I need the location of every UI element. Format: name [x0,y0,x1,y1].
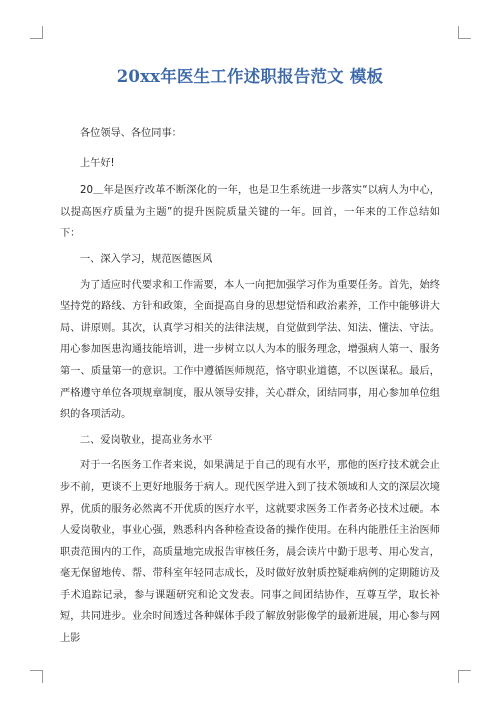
crop-mark-bottom-left [30,670,43,683]
greeting: 上午好! [80,157,115,169]
document-title [60,63,440,87]
crop-mark-top-left [30,26,43,39]
title-year: 20xx [116,67,161,86]
intro-paragraph: 20＿年是医疗改革不断深化的一年，也是卫生系统进一步落实“以病人为中心，以提高医疗质量为主题”的提升医院质量关键的一年。回首，一年来的工作总结如下： [60,185,440,240]
crop-mark-top-right [458,26,471,39]
section-1-paragraph: 为了适应时代要求和工作需要，本人一向把加强学习作为重要任务。首先，始终坚持党的路线、方针和政策，全面提高自身的思想觉悟和政治素养，工作中能够讲大局、讲原则。其次，认真学习相关的法律法规，自觉做到学法、知法、懂法、守法。用心参加医患沟通技能培训，进一步树立以人为本的服务理念，增强病人第一、服务第一、质量第一的意识。工作中遵循医师规范，恪守职业道德，不以医谋私。最后，严格遵守单位各项规章制度，服从领导安排，关心群众，团结同事，用心参加单位组织的各项活动。 [60,279,440,421]
title-text: 年医生工作述职报告范文 模板 [160,67,384,86]
salutation: 各位领导、各位同事： [80,128,182,139]
document-page [60,60,440,654]
section-1-heading: 一、深入学习，规范医德医风 [80,253,213,265]
section-2-heading: 二、爱岗敬业，提高业务水平 [80,434,213,446]
section-2-paragraph: 对于一名医务工作者来说，如果满足于自己的现有水平，那他的医疗技术就会止步不前，更谈不上更好地服务于病人。现代医学进入到了技术领域和人文的深层次境界，优质的服务必然离不开优质的医疗水平，这就要求医务工作者务必技术过硬。本人爱岗敬业，事业心强，熟悉科内各种检查设备的操作使用。在科内能胜任主治医师职责范围内的工作，高质量地完成报告审核任务，晨会读片中勤于思考、用心发言，毫无保留地传、帮、带科室年轻同志成长，及时做好放射质控疑难病例的定期随访及手术追踪记录，参与课题研究和论文发表。同事之间团结协作，互尊互学，取长补短，共同进步。业余时间透过各种媒体手段了解放射影像学的最新进展，用心参与网上影 [60,460,440,645]
crop-mark-bottom-right [458,670,471,683]
